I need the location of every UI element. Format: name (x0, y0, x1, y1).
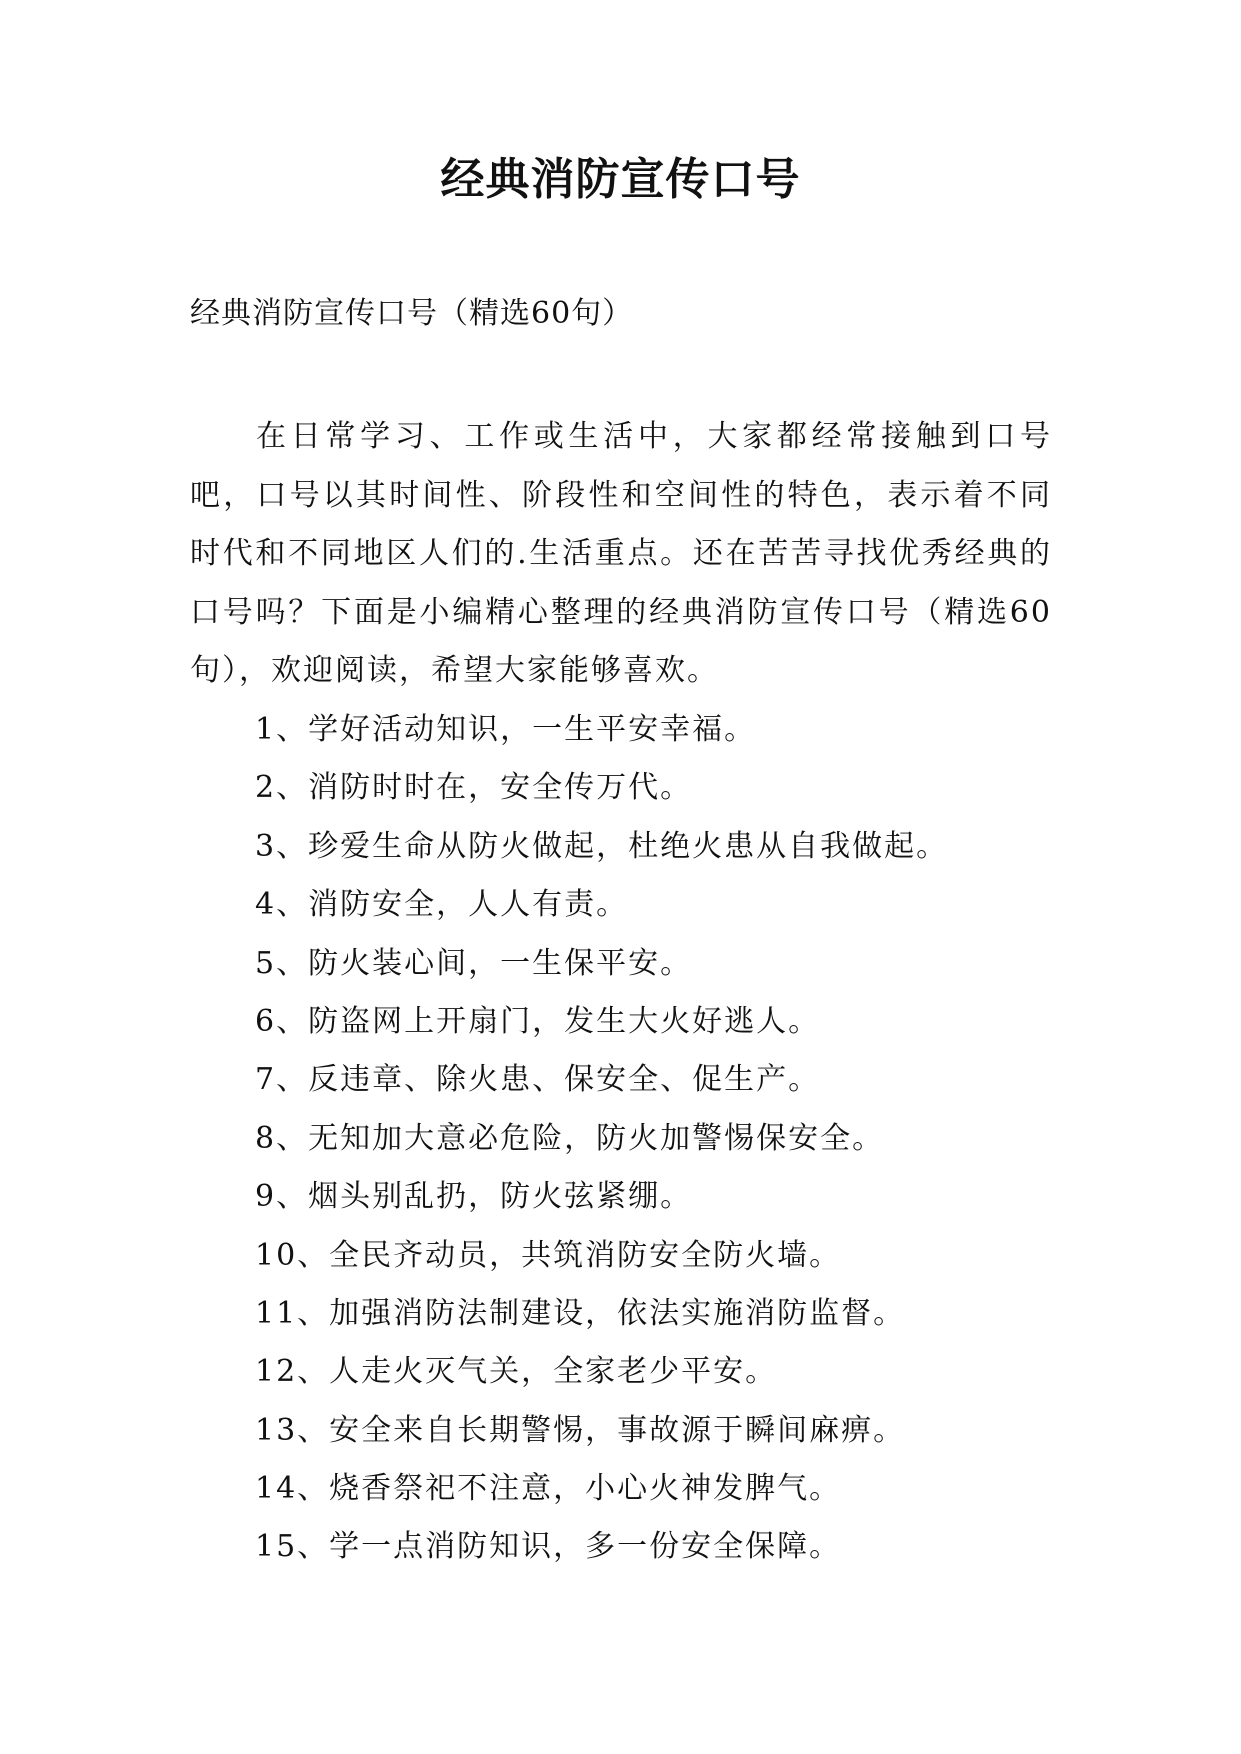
slogan-item: 11、加强消防法制建设，依法实施消防监督。 (255, 1295, 906, 1331)
slogan-item: 8、无知加大意必危险，防火加警惕保安全。 (255, 1120, 885, 1156)
document-subtitle: 经典消防宣传口号（精选60句） (190, 296, 634, 331)
slogan-item: 7、反违章、除火患、保安全、促生产。 (255, 1062, 821, 1098)
slogan-item: 12、人走火灭气关，全家老少平安。 (255, 1354, 778, 1390)
slogan-item: 15、学一点消防知识，多一份安全保障。 (255, 1529, 842, 1565)
slogan-item: 5、防火装心间，一生保平安。 (255, 945, 693, 981)
slogan-item: 3、珍爱生命从防火做起，杜绝火患从自我做起。 (255, 828, 949, 864)
slogan-item: 4、消防安全，人人有责。 (255, 887, 629, 923)
slogan-item: 13、安全来自长期警惕，事故源于瞬间麻痹。 (255, 1412, 906, 1448)
slogan-item: 9、烟头别乱扔，防火弦紧绷。 (255, 1179, 693, 1215)
intro-paragraph: 在日常学习、工作或生活中，大家都经常接触到口号吧，口号以其时间性、阶段性和空间性的特色，表示着不同时代和不同地区人们的.生活重点。还在苦苦寻找优秀经典的口号吗？下面是小编精心整理的经典消防宣传口号（精选60句），欢迎阅读，希望大家能够喜欢。 (190, 419, 1052, 688)
slogan-item: 10、全民齐动员，共筑消防安全防火墙。 (255, 1237, 842, 1273)
document-title: 经典消防宣传口号 (440, 154, 801, 205)
slogan-item: 14、烧香祭祀不注意，小心火神发脾气。 (255, 1471, 842, 1507)
slogan-item: 1、学好活动知识，一生平安幸福。 (255, 712, 757, 747)
slogan-item: 2、消防时时在，安全传万代。 (255, 770, 693, 806)
slogan-item: 6、防盗网上开扇门，发生大火好逃人。 (255, 1003, 821, 1039)
slogan-list (255, 701, 948, 1577)
